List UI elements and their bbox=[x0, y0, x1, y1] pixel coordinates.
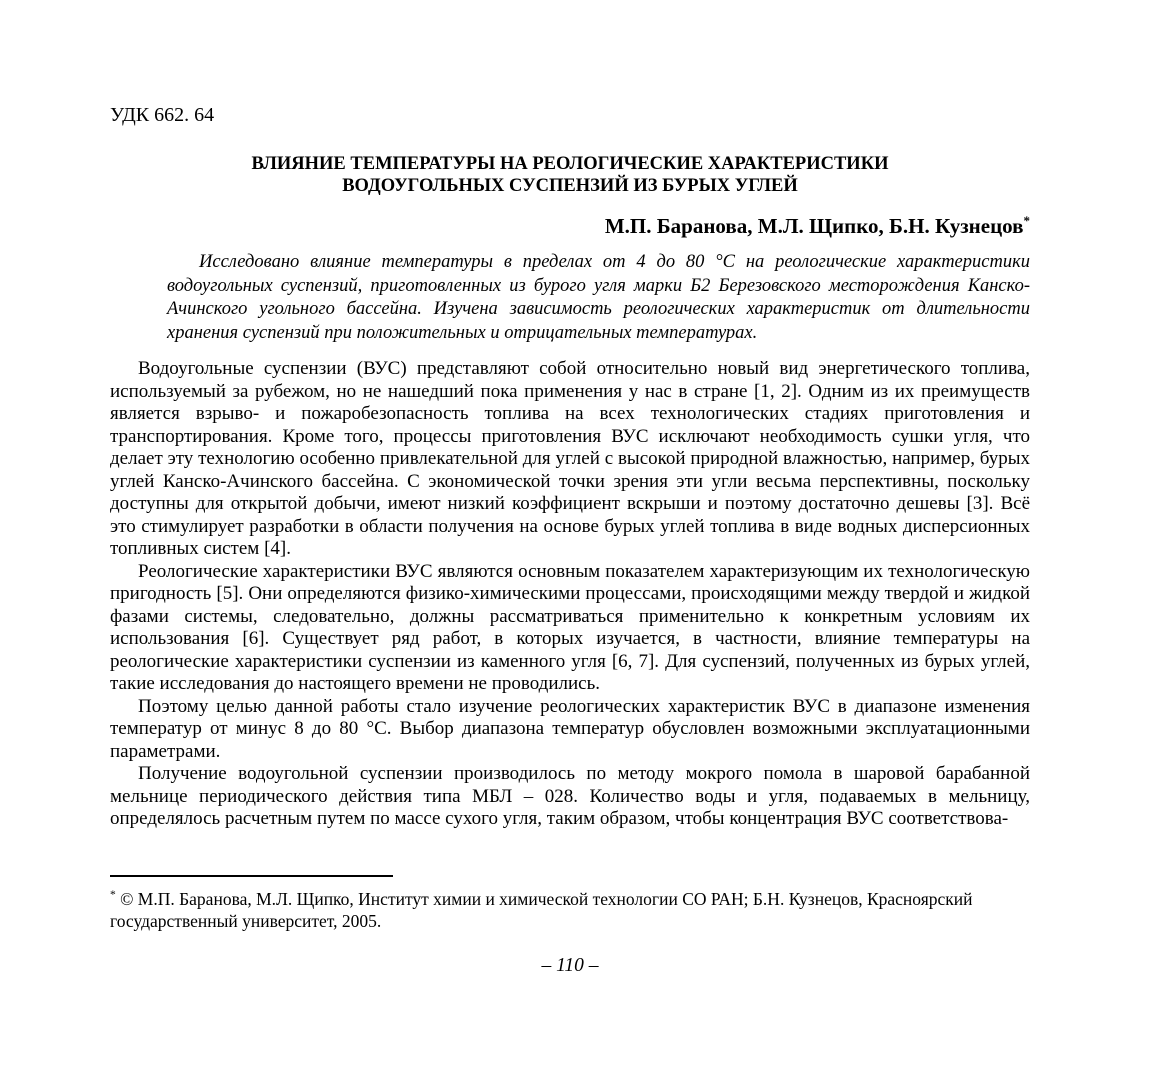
body-paragraph-4: Получение водоугольной суспензии производилось по методу мокрого помола в шаровой барабанной мельнице периодического действия типа МБЛ – 028. Количество воды и угля, подаваемых в мельницу, определялось расчетным путем по массе сухого угля, таким образом, чтобы концентрация ВУС соответствова- bbox=[110, 763, 1030, 829]
paper-title-line2: ВОДОУГОЛЬНЫХ СУСПЕНЗИЙ ИЗ БУРЫХ УГЛЕЙ bbox=[342, 176, 798, 196]
authors-footnote-mark: * bbox=[1023, 213, 1030, 228]
authors-names: М.П. Баранова, М.Л. Щипко, Б.Н. Кузнецов bbox=[604, 214, 1024, 238]
paper-title-line1: ВЛИЯНИЕ ТЕМПЕРАТУРЫ НА РЕОЛОГИЧЕСКИЕ ХАРАКТЕРИСТИКИ bbox=[251, 154, 889, 174]
page-number: – 110 – bbox=[541, 955, 599, 977]
udc-code: УДК 662. 64 bbox=[110, 104, 215, 126]
article-body bbox=[110, 358, 1030, 831]
footnote-text: © М.П. Баранова, М.Л. Щипко, Институт химии и химической технологии СО РАН; Б.Н. Кузнецов, Красноярский государственный университет, 2005. bbox=[110, 888, 973, 932]
authors-line bbox=[110, 208, 1030, 239]
footnote-mark: * bbox=[110, 888, 116, 901]
body-paragraph-2: Реологические характеристики ВУС являются основным показателем характеризующим их технологическую пригодность [5]. Они определяются физико-химическими процессами, происходящими между твердой и жидкой фазами системы, следовательно, должны рассматриваться применительно к конкретным условиям их использования [6]. Существует ряд работ, в которых изучается, в частности, влияние температуры на реологические характеристики суспензии из каменного угля [6, 7]. Для суспензий, полученных из бурых углей, такие исследования до настоящего времени не проводились. bbox=[110, 560, 1030, 694]
paper-title bbox=[110, 153, 1030, 197]
abstract-text: Исследовано влияние температуры в пределах от 4 до 80 °С на реологические характеристики водоугольных суспензий, приготовленных из бурого угля марки Б2 Березовского месторождения Канско-Ачинского угольного бассейна. Изучена зависимость реологических характеристик от длительности хранения суспензий при положительных и отрицательных температурах. bbox=[167, 252, 1030, 343]
body-paragraph-1: Водоугольные суспензии (ВУС) представляют собой относительно новый вид энергетического топлива, используемый за рубежом, но не нашедший пока применения у нас в стране [1, 2]. Одним из их преимуществ является взрыво- и пожаробезопасность топлива на всех технологических стадиях приготовления и транспортирования. Кроме того, процессы приготовления ВУС исключают необходимость сушки угля, что делает эту технологию особенно привлекательной для углей с высокой природной влажностью, например, бурых углей Канско-Ачинского бассейна. С экономической точки зрения эти угли весьма перспективны, поскольку доступны для открытой добычи, имеют низкий коэффициент вскрыши и поэтому достаточно дешевы [3]. Всё это стимулирует разработки в области получения на основе бурых углей топлива в виде водных дисперсионных топливных систем [4]. bbox=[110, 358, 1030, 559]
footnote bbox=[110, 884, 1030, 934]
body-paragraph-3: Поэтому целью данной работы стало изучение реологических характеристик ВУС в диапазоне изменения температур от минус 8 до 80 °С. Выбор диапазона температур обусловлен возможными эксплуатационными параметрами. bbox=[110, 695, 1030, 762]
footnote-separator-rule bbox=[110, 875, 393, 877]
